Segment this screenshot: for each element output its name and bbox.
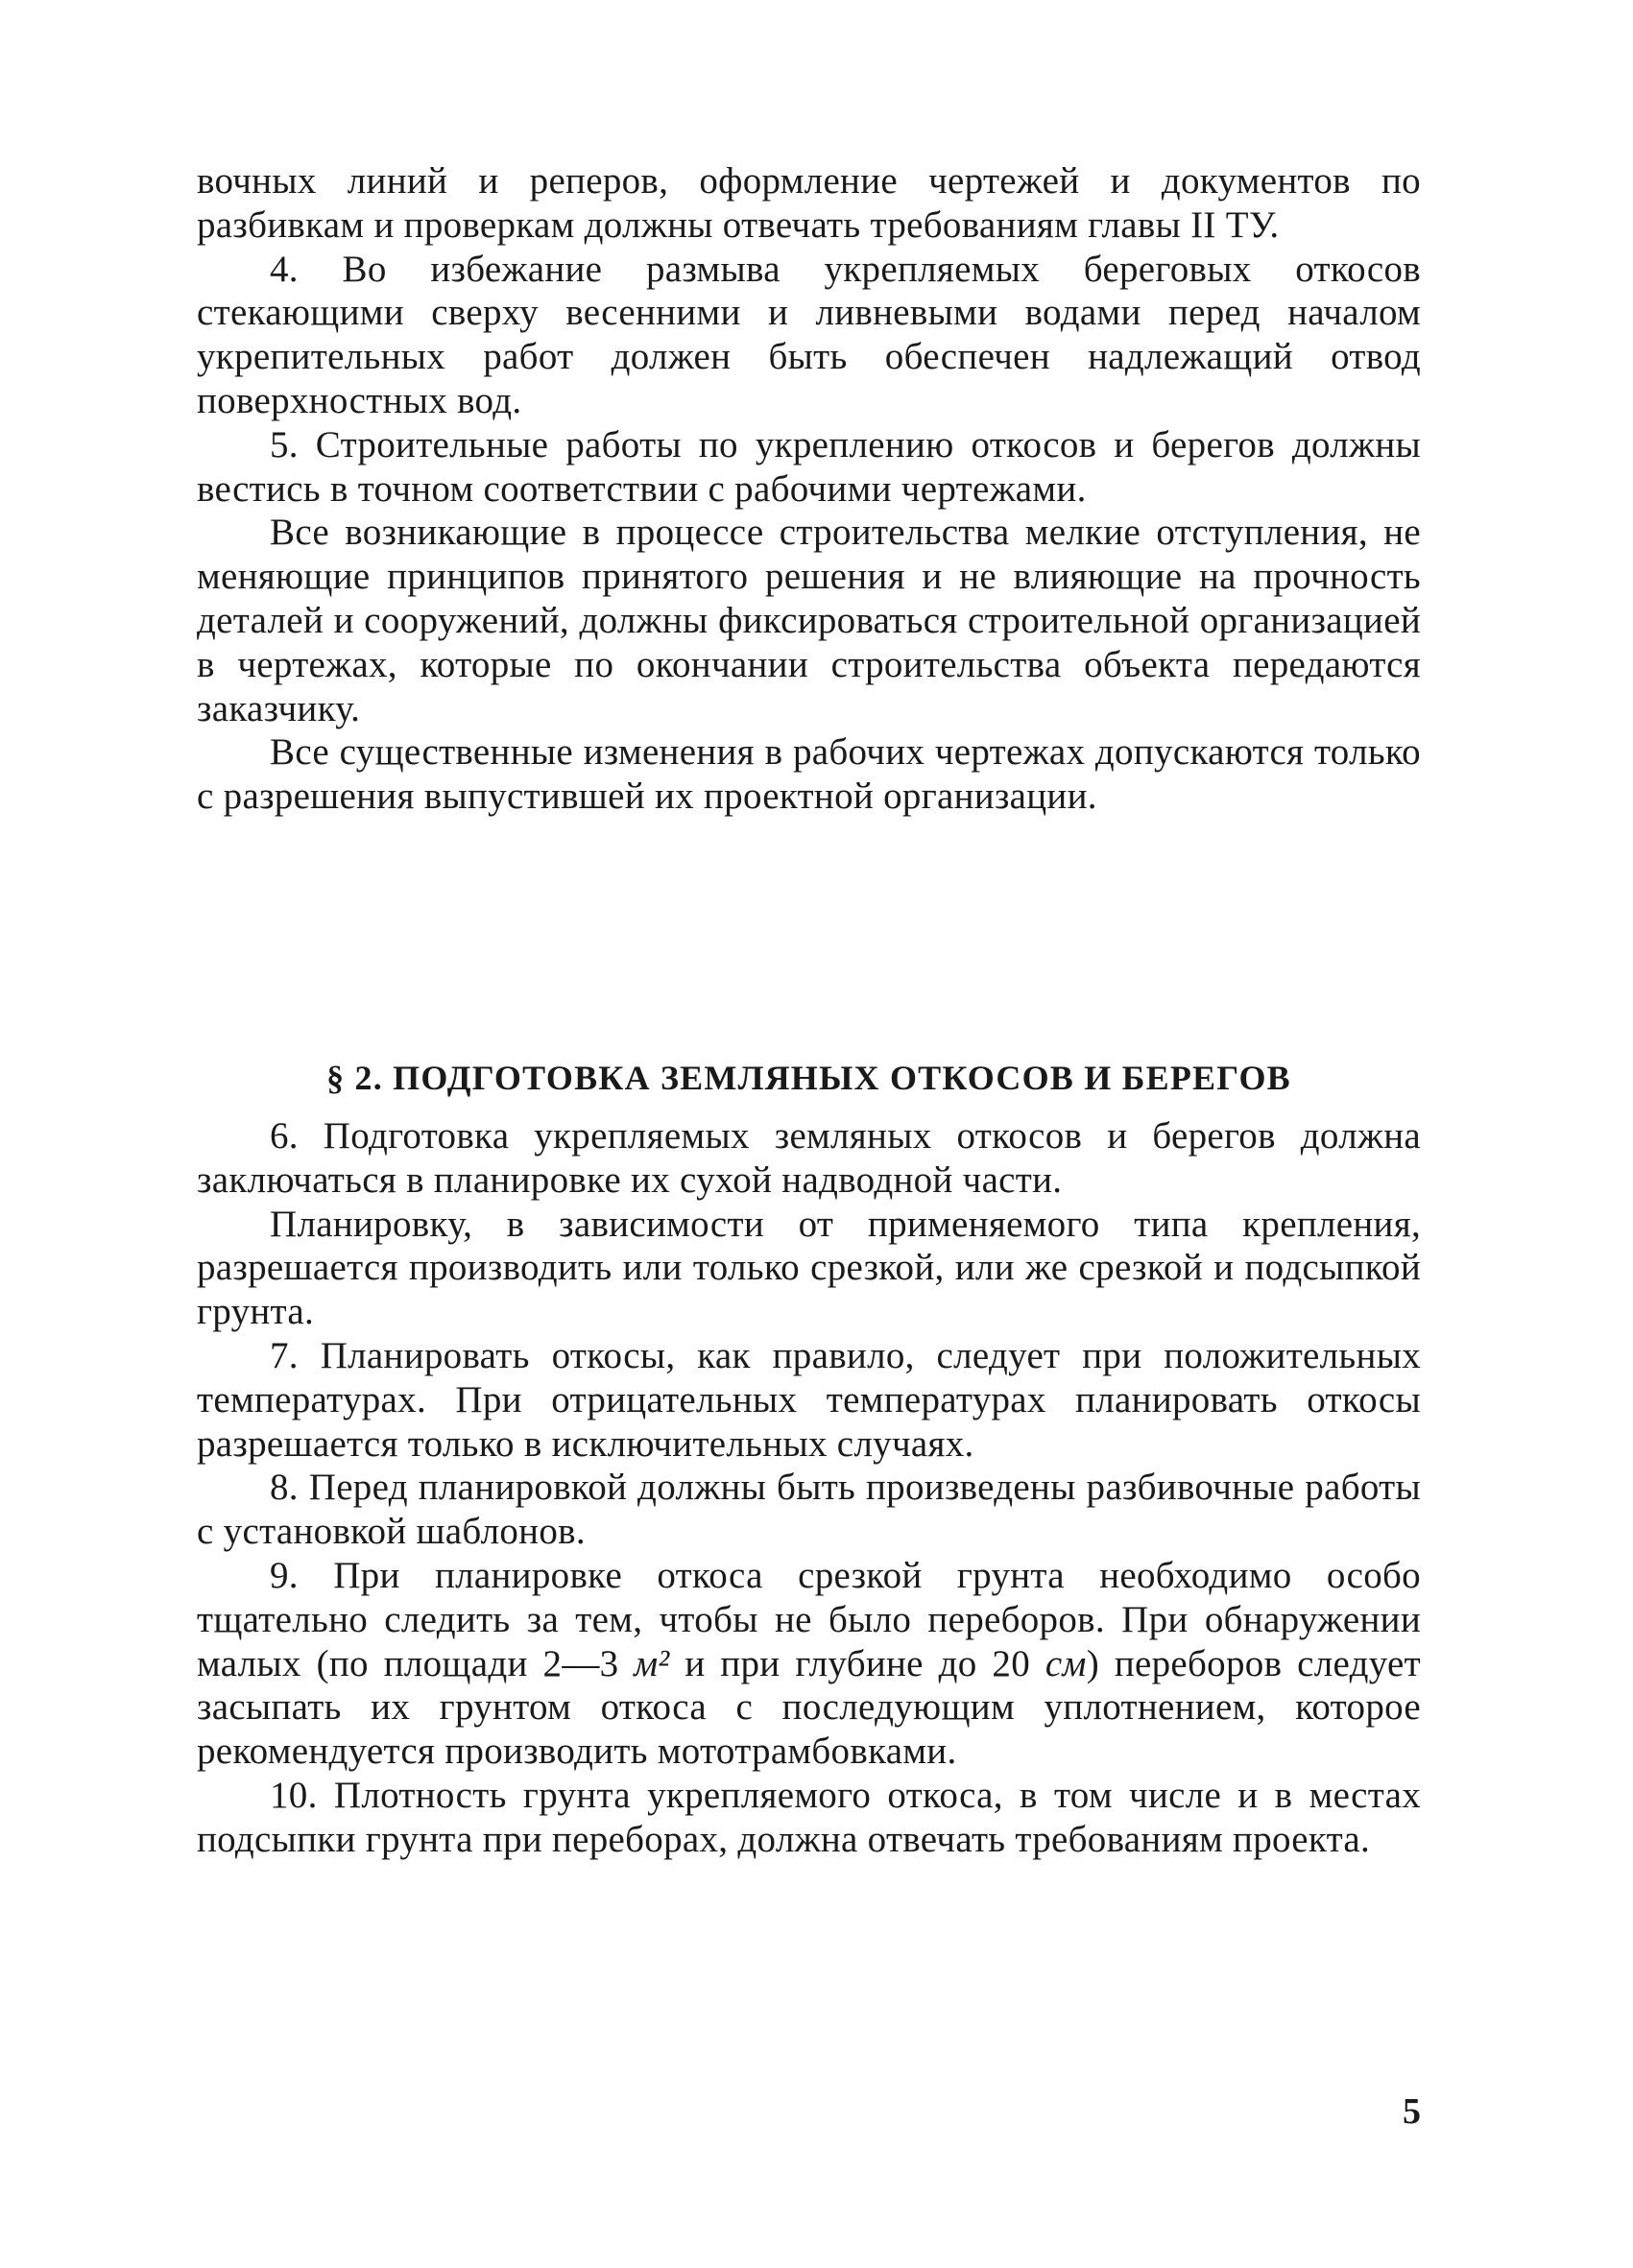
paragraph-10: 10. Плотность грунта укрепляемого откоса, в том числе и в местах подсыпки грунта при переборах, должна отвечать требованиям проекта. (197, 1774, 1421, 1860)
paragraph-6: 6. Подготовка укрепляемых земляных откосов и берегов должна заключаться в планировке их сухой надводной части. (197, 1115, 1421, 1201)
paragraph-5: 5. Строительные работы по укреплению откосов и берегов должны вестись в точном соответствии с рабочими чертежами. (197, 423, 1421, 510)
page-number: 5 (1403, 2091, 1421, 2132)
paragraph-9-part-c: ) переборов следует засыпать их грунтом откоса с последующим уплотнением, которое рекомендуется производить мототрамбовками. (197, 1642, 1421, 1773)
paragraph-5-deviations: Все возникающие в процессе строительства мелкие отступления, не меняющие принципов принятого решения и не влияющие на прочность деталей и сооружений, должны фиксироваться строительной организацией в чертежах, которые по окончании строительства объекта передаются заказчику. (197, 512, 1421, 729)
paragraph-6-planning: Планировку, в зависимости от применяемого типа крепления, разрешается производить или только срезкой, или же срезкой и подсыпкой грунта. (197, 1203, 1421, 1333)
unit-centimeters: см (1045, 1642, 1087, 1684)
section-1-text (197, 159, 1421, 819)
paragraph-7: 7. Планировать откосы, как правило, следует при положительных температурах. При отрицательных температурах планировать откосы разрешается только в исключительных случаях. (197, 1334, 1421, 1465)
unit-square-meters: м² (634, 1642, 670, 1684)
paragraph-9 (197, 1554, 1421, 1774)
paragraph-3-continuation: вочных линий и реперов, оформление чертежей и документов по разбивкам и проверкам должны отвечать требованиям главы II ТУ. (197, 160, 1421, 246)
paragraph-4: 4. Во избежание размыва укрепляемых береговых откосов стекающими сверху весенними и ливневыми водами перед началом укрепительных работ должен быть обеспечен надлежащий отвод поверхностных вод. (197, 248, 1421, 421)
section-2-heading: § 2. ПОДГОТОВКА ЗЕМЛЯНЫХ ОТКОСОВ И БЕРЕГОВ (326, 1059, 1291, 1097)
paragraph-8: 8. Перед планировкой должны быть произведены разбивочные работы с установкой шаблонов. (197, 1467, 1421, 1553)
paragraph-9-part-a: 9. При планировке откоса срезкой грунта необходимо особо тщательно следить за тем, чтобы не было переборов. При обнаружении малых (по площади 2—3 (197, 1554, 1421, 1684)
paragraph-9-part-b: и при глубине до 20 (669, 1642, 1045, 1684)
section-2-text (197, 1114, 1421, 1862)
paragraph-5-changes: Все существенные изменения в рабочих чертежах допускаются только с разрешения выпустившей их проектной организации. (197, 731, 1421, 818)
